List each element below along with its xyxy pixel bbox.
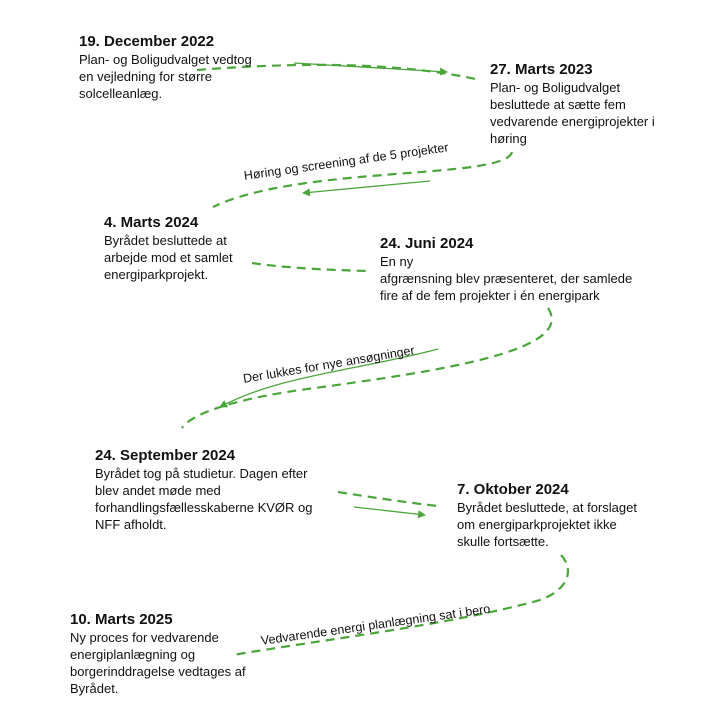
event-description: Plan- og Boligudvalget vedtog en vejledning for større solcelleanlæg.: [79, 52, 252, 101]
event-date: 24. Juni 2024: [380, 235, 474, 252]
event-description: En ny afgrænsning blev præsenteret, der samlede fire af de fem projekter i én energipark: [380, 254, 633, 303]
event-24-juni-2024: [380, 234, 632, 304]
event-description: Plan- og Boligudvalget besluttede at sætte fem vedvarende energiprojekter i høring: [490, 80, 655, 146]
arrow-2: [303, 181, 430, 193]
dashed-connector-4: [182, 308, 552, 428]
connector-label-lukkes: Der lukkes for nye ansøgninger: [242, 343, 416, 386]
event-date: 27. Marts 2023: [490, 61, 593, 78]
event-description: Byrådet besluttede at arbejde mod et samlet energiparkprojekt.: [104, 233, 233, 282]
event-description: Ny proces for vedvarende energiplanlægning og borgerinddragelse vedtages af Byrådet.: [70, 630, 246, 696]
event-10-marts-2025: [70, 610, 246, 697]
connector-label-bero: Vedvarende energi planlægning sat i bero: [260, 601, 492, 648]
dashed-connector-5: [338, 492, 438, 506]
event-4-marts-2024: [104, 213, 233, 283]
arrow-4: [354, 507, 425, 515]
dashed-connector-3: [252, 263, 368, 271]
event-description: Byrådet besluttede, at forslaget om energiparkprojektet ikke skulle fortsætte.: [457, 500, 637, 549]
event-date: 7. Oktober 2024: [457, 481, 569, 498]
connector-label-hoering: Høring og screening af de 5 projekter: [243, 140, 450, 183]
event-date: 24. September 2024: [95, 447, 236, 464]
event-date: 4. Marts 2024: [104, 214, 199, 231]
event-description: Byrådet tog på studietur. Dagen efter blev andet møde med forhandlingsfællesskaberne KVØR og NFF afholdt.: [95, 466, 313, 532]
event-27-marts-2023: [490, 60, 655, 147]
event-date: 10. Marts 2025: [70, 611, 173, 628]
arrow-1: [294, 63, 447, 72]
event-24-september-2024: [95, 446, 313, 533]
event-date: 19. December 2022: [79, 33, 215, 50]
event-19-december-2022: [79, 32, 252, 102]
event-7-oktober-2024: [457, 480, 637, 550]
